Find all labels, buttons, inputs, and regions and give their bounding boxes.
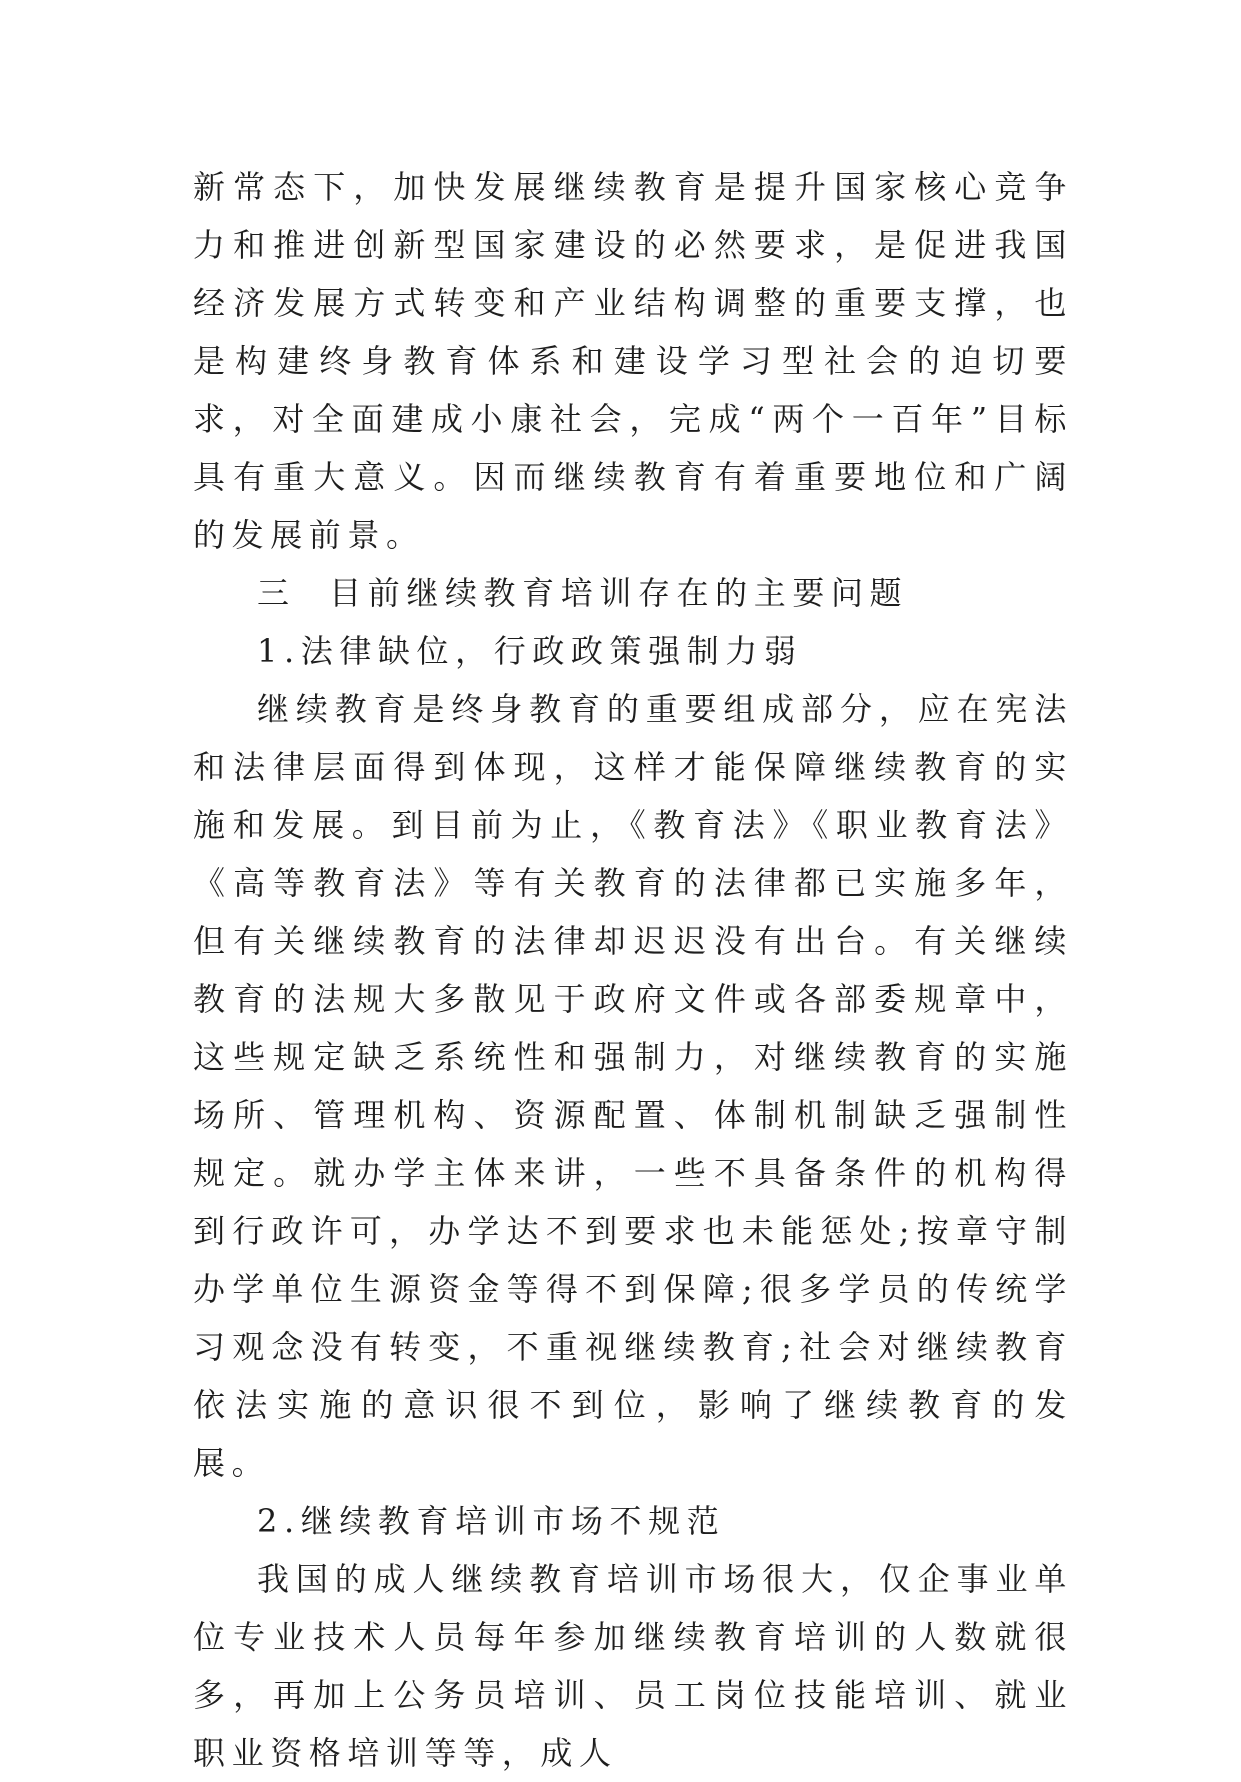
section-heading-main-problems: 三 目前继续教育培训存在的主要问题 <box>257 574 909 612</box>
document-page <box>193 158 1073 1782</box>
subheading-legal-absence: 1.法律缺位，行政政策强制力弱 <box>257 632 803 670</box>
paragraph-legal-absence: 继续教育是终身教育的重要组成部分，应在宪法和法律层面得到体现，这样才能保障继续教育的实施和发展。到目前为止，《教育法》《职业教育法》《高等教育法》等有关教育的法律都已实施多年，但有关继续教育的法律却迟迟没有出台。有关继续教育的法规大多散见于政府文件或各部委规章中，这些规定缺乏系统性和强制力，对继续教育的实施场所、管理机构、资源配置、体制机制缺乏强制性规定。就办学主体来讲，一些不具备条件的机构得到行政许可，办学达不到要求也未能惩处;按章守制办学单位生源资金等得不到保障;很多学员的传统学习观念没有转变，不重视继续教育;社会对继续教育依法实施的意识很不到位，影响了继续教育的发展。 <box>193 690 1073 1482</box>
paragraph-market-irregular: 我国的成人继续教育培训市场很大，仅企事业单位专业技术人员每年参加继续教育培训的人数就很多，再加上公务员培训、员工岗位技能培训、就业职业资格培训等等，成人 <box>193 1560 1073 1772</box>
paragraph-significance: 新常态下，加快发展继续教育是提升国家核心竞争力和推进创新型国家建设的必然要求，是促进我国经济发展方式转变和产业结构调整的重要支撑，也是构建终身教育体系和建设学习型社会的迫切要求，对全面建成小康社会，完成“两个一百年”目标具有重大意义。因而继续教育有着重要地位和广阔的发展前景。 <box>193 168 1073 554</box>
subheading-market-irregular: 2.继续教育培训市场不规范 <box>257 1502 726 1540</box>
